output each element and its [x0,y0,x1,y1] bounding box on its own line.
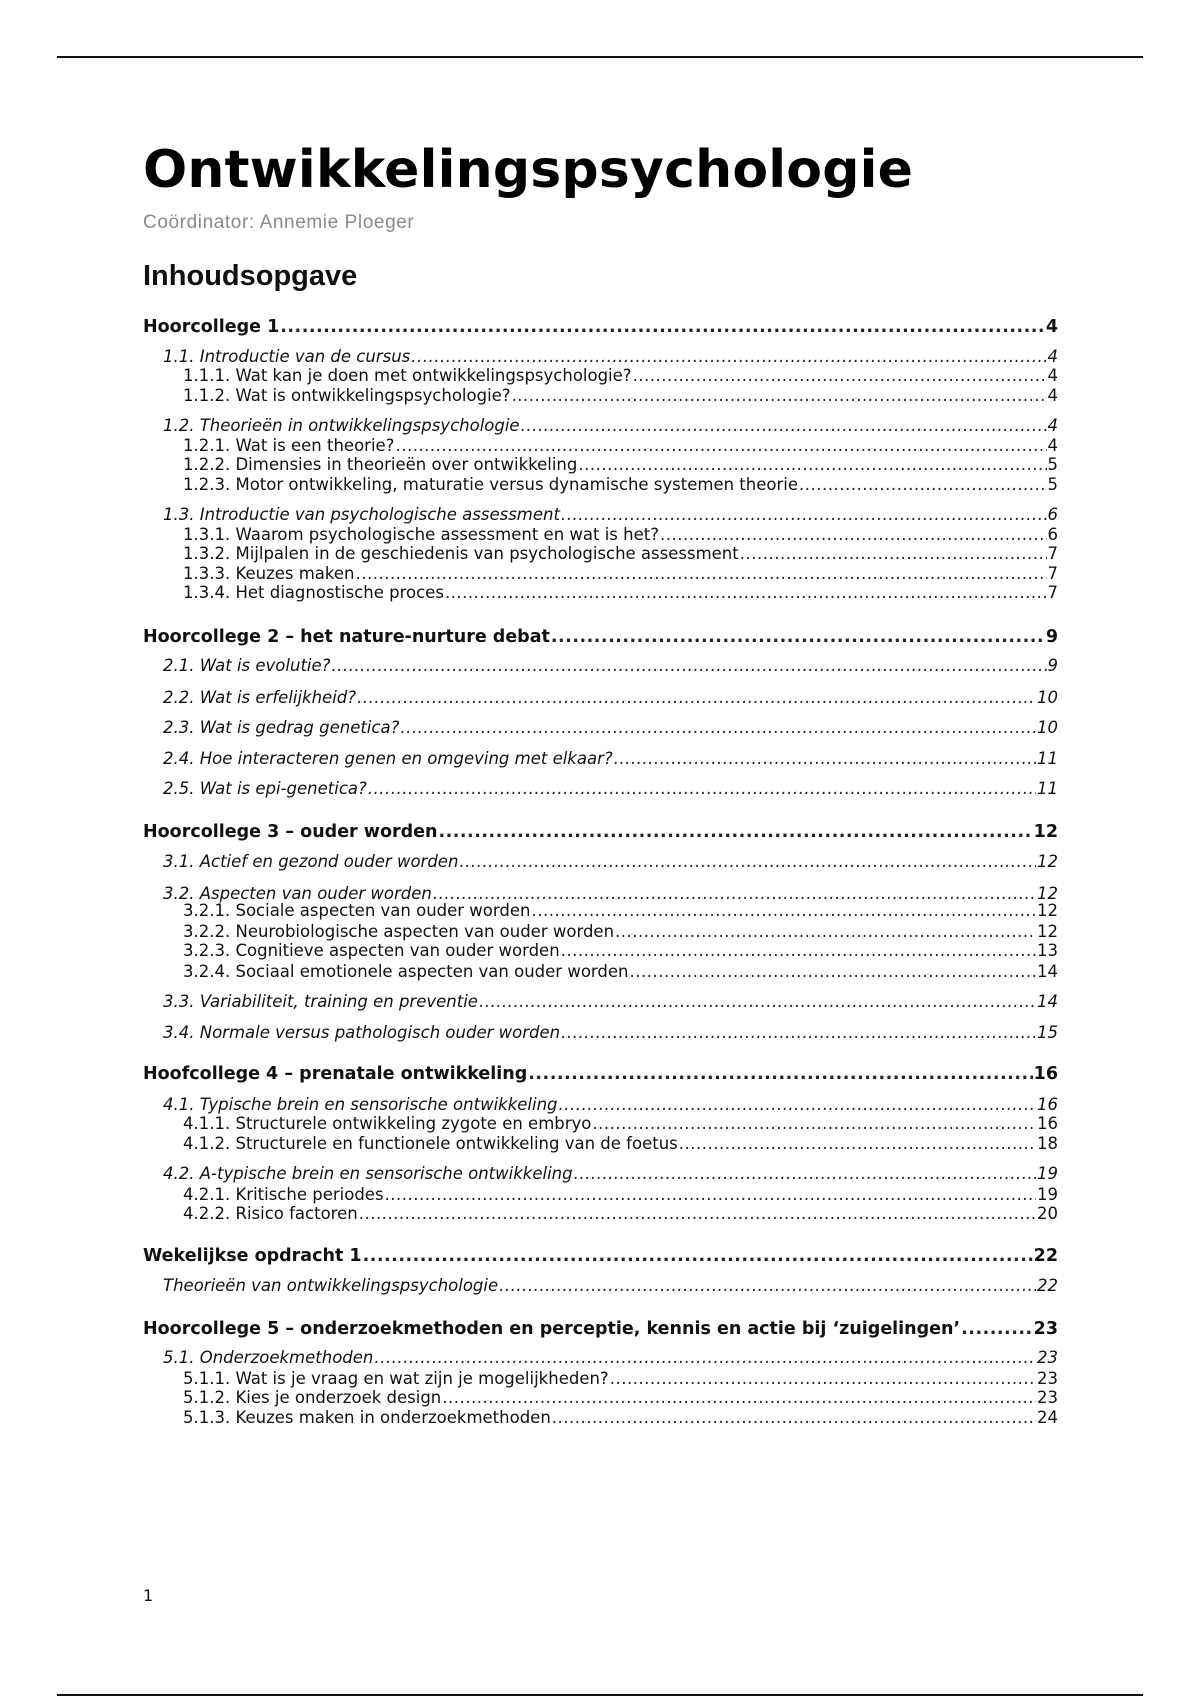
toc-entry-page: 20 [1037,1204,1058,1223]
toc-entry-page: 10 [1037,688,1058,707]
toc-dot-leader [679,1134,1036,1154]
toc-dot-leader [592,1114,1036,1134]
toc-entry-page: 14 [1037,962,1058,981]
toc-entry-page: 12 [1037,922,1058,941]
toc-entry-label: 4.1.1. Structurele ontwikkeling zygote en embryo [183,1114,592,1133]
toc-entry-page: 4 [1047,416,1058,435]
toc-entry-page: 6 [1047,505,1058,524]
toc-subsubsection-entry[interactable] [143,901,1058,921]
toc-entry-label: Wekelijkse opdracht 1 [143,1246,362,1266]
toc-subsection-entry[interactable] [143,656,1058,676]
toc-dot-leader [614,749,1036,769]
document-page [143,140,1058,1497]
toc-entry-label: 3.2.4. Sociaal emotionele aspecten van ouder worden [183,962,629,981]
toc-subsubsection-entry[interactable] [143,386,1058,406]
toc-entry-label: Hoofcollege 4 – prenatale ontwikkeling [143,1064,528,1084]
toc-entry-page: 23 [1037,1388,1058,1407]
toc-dot-leader [438,822,1032,842]
toc-entry-page: 7 [1047,583,1058,602]
toc-entry-page: 4 [1047,386,1058,405]
toc-dot-leader [445,583,1047,603]
toc-section-entry[interactable] [143,1246,1058,1266]
toc-entry-label: 1.2.3. Motor ontwikkeling, maturatie versus dynamische systemen theorie [183,475,798,494]
toc-dot-leader [961,1319,1032,1339]
toc-subsubsection-entry[interactable] [143,1185,1058,1205]
toc-dot-leader [374,1348,1036,1368]
toc-entry-page: 12 [1033,822,1058,842]
toc-entry-page: 16 [1037,1114,1058,1133]
toc-dot-leader [411,347,1046,367]
toc-dot-leader [610,1369,1036,1389]
toc-entry-label: 3.2.2. Neurobiologische aspecten van ouder worden [183,922,615,941]
toc-subsubsection-entry[interactable] [143,1114,1058,1134]
toc-entry-page: 22 [1033,1246,1058,1266]
toc-entry-page: 6 [1047,525,1058,544]
toc-entry-page: 4 [1047,347,1058,366]
toc-entry-label: 2.5. Wat is epi-genetica? [163,779,367,798]
toc-entry-label: 1.3.3. Keuzes maken [183,564,355,583]
toc-entry-label: 1.3.1. Waarom psychologische assessment en wat is het? [183,525,659,544]
toc-entry-page: 12 [1037,901,1058,920]
toc-entry-label: 3.3. Variabiliteit, training en preventie [163,992,478,1011]
toc-subsubsection-entry[interactable] [143,922,1058,942]
toc-dot-leader [574,1164,1036,1184]
toc-entry-label: 1.3. Introductie van psychologische assessment [163,505,560,524]
toc-dot-leader [331,656,1046,676]
toc-entry-page: 11 [1037,779,1058,798]
toc-dot-leader [395,436,1046,456]
toc-dot-leader [799,475,1047,495]
toc-entry-label: Hoorcollege 1 [143,317,280,337]
toc-entry-page: 19 [1037,1164,1058,1183]
page-number: 1 [143,1586,154,1605]
toc-dot-leader [578,455,1046,475]
toc-entry-page: 12 [1037,884,1058,903]
toc-subsubsection-entry[interactable] [143,1134,1058,1154]
toc-entry-page: 4 [1047,436,1058,455]
toc-entry-label: 3.2.3. Cognitieve aspecten van ouder worden [183,941,560,960]
toc-subsection-entry[interactable] [143,688,1058,708]
toc-entry-label: 3.2. Aspecten van ouder worden [163,884,432,903]
toc-entry-page: 10 [1037,718,1058,737]
toc-subsection-entry[interactable] [143,1348,1058,1368]
toc-dot-leader [660,525,1047,545]
toc-entry-label: 5.1.1. Wat is je vraag en wat zijn je mogelijkheden? [183,1369,609,1388]
toc-subsection-entry[interactable] [143,1276,1058,1296]
toc-entry-page: 4 [1045,317,1058,337]
toc-entry-label: 4.1. Typische brein en sensorische ontwikkeling [163,1095,558,1114]
toc-entry-page: 13 [1037,941,1058,960]
toc-dot-leader [561,1023,1036,1043]
toc-dot-leader [615,922,1036,942]
toc-subsubsection-entry[interactable] [143,1204,1058,1224]
toc-subsection-entry[interactable] [143,852,1058,872]
top-rule [57,56,1143,58]
toc-subsection-entry[interactable] [143,1023,1058,1043]
toc-dot-leader [528,1064,1032,1084]
toc-entry-label: 4.1.2. Structurele en functionele ontwikkeling van de foetus [183,1134,678,1153]
toc-subsubsection-entry[interactable] [143,1388,1058,1408]
toc-entry-label: 1.1.1. Wat kan je doen met ontwikkelingspsychologie? [183,366,632,385]
toc-entry-page: 9 [1045,627,1058,647]
table-of-contents [143,317,1058,1497]
toc-entry-label: 1.1. Introductie van de cursus [163,347,411,366]
toc-dot-leader [459,852,1036,872]
toc-section-entry[interactable] [143,627,1058,647]
toc-dot-leader [521,416,1047,436]
toc-dot-leader [740,544,1047,564]
toc-heading: Inhoudsopgave [143,260,358,292]
toc-dot-leader [357,688,1036,708]
toc-subsubsection-entry[interactable] [143,962,1058,982]
toc-entry-label: 3.2.1. Sociale aspecten van ouder worden [183,901,531,920]
toc-entry-page: 24 [1037,1408,1058,1427]
toc-entry-page: 23 [1037,1369,1058,1388]
toc-entry-page: 18 [1037,1134,1058,1153]
toc-subsubsection-entry[interactable] [143,1369,1058,1389]
toc-dot-leader [552,1408,1036,1428]
toc-section-entry[interactable] [143,317,1058,337]
toc-subsection-entry[interactable] [143,416,1058,436]
toc-entry-page: 14 [1037,992,1058,1011]
toc-entry-page: 7 [1047,544,1058,563]
toc-entry-label: 2.3. Wat is gedrag genetica? [163,718,400,737]
toc-subsubsection-entry[interactable] [143,475,1058,495]
toc-entry-page: 22 [1037,1276,1058,1295]
toc-entry-page: 12 [1037,852,1058,871]
toc-subsubsection-entry[interactable] [143,525,1058,545]
toc-dot-leader [559,1095,1036,1115]
toc-entry-page: 11 [1037,749,1058,768]
toc-dot-leader [280,317,1045,337]
toc-entry-label: 1.2.2. Dimensies in theorieën over ontwikkeling [183,455,578,474]
toc-subsubsection-entry[interactable] [143,941,1058,961]
toc-entry-label: 4.2. A-typische brein en sensorische ontwikkeling [163,1164,573,1183]
toc-entry-label: Hoorcollege 2 – het nature-nurture debat [143,627,550,647]
toc-subsection-entry[interactable] [143,1095,1058,1115]
toc-entry-page: 5 [1047,455,1058,474]
toc-subsubsection-entry[interactable] [143,564,1058,584]
document-title: Ontwikkelingspsychologie [143,140,914,200]
toc-subsection-entry[interactable] [143,779,1058,799]
toc-subsubsection-entry[interactable] [143,455,1058,475]
toc-section-entry[interactable] [143,822,1058,842]
toc-entry-page: 19 [1037,1185,1058,1204]
toc-entry-label: 2.1. Wat is evolutie? [163,656,331,675]
toc-dot-leader [368,779,1036,799]
toc-subsection-entry[interactable] [143,505,1058,525]
toc-subsubsection-entry[interactable] [143,583,1058,603]
toc-entry-label: 3.1. Actief en gezond ouder worden [163,852,459,871]
toc-entry-label: 1.2. Theorieën in ontwikkelingspsychologie [163,416,520,435]
toc-subsubsection-entry[interactable] [143,1408,1058,1428]
toc-dot-leader [479,992,1036,1012]
toc-subsection-entry[interactable] [143,347,1058,367]
toc-subsection-entry[interactable] [143,1164,1058,1184]
toc-entry-label: 5.1. Onderzoekmethoden [163,1348,374,1367]
toc-dot-leader [442,1388,1036,1408]
toc-dot-leader [512,386,1047,406]
toc-subsubsection-entry[interactable] [143,436,1058,456]
toc-entry-label: Hoorcollege 5 – onderzoekmethoden en perceptie, kennis en actie bij ‘zuigelingen’ [143,1319,961,1339]
toc-dot-leader [400,718,1036,738]
toc-entry-page: 5 [1047,475,1058,494]
toc-entry-page: 23 [1037,1348,1058,1367]
toc-dot-leader [561,505,1047,525]
toc-entry-label: Hoorcollege 3 – ouder worden [143,822,438,842]
toc-entry-label: 1.3.2. Mijlpalen in de geschiedenis van psychologische assessment [183,544,739,563]
toc-section-entry[interactable] [143,1064,1058,1084]
toc-entry-label: 1.3.4. Het diagnostische proces [183,583,444,602]
toc-entry-label: 5.1.2. Kies je onderzoek design [183,1388,442,1407]
toc-entry-label: 2.2. Wat is erfelijkheid? [163,688,357,707]
toc-entry-label: 1.1.2. Wat is ontwikkelingspsychologie? [183,386,511,405]
toc-entry-label: 2.4. Hoe interacteren genen en omgeving met elkaar? [163,749,613,768]
toc-entry-page: 16 [1037,1095,1058,1114]
toc-dot-leader [363,1246,1033,1266]
toc-dot-leader [356,564,1047,584]
toc-entry-page: 23 [1033,1319,1058,1339]
toc-entry-label: 4.2.2. Risico factoren [183,1204,358,1223]
toc-subsection-entry[interactable] [143,992,1058,1012]
toc-entry-page: 7 [1047,564,1058,583]
toc-subsubsection-entry[interactable] [143,366,1058,386]
toc-dot-leader [531,901,1036,921]
toc-subsection-entry[interactable] [143,718,1058,738]
toc-entry-label: 3.4. Normale versus pathologisch ouder worden [163,1023,561,1042]
toc-entry-label: 4.2.1. Kritische periodes [183,1185,384,1204]
toc-dot-leader [359,1204,1036,1224]
toc-dot-leader [629,962,1036,982]
toc-entry-page: 16 [1033,1064,1058,1084]
toc-entry-label: 1.2.1. Wat is een theorie? [183,436,395,455]
toc-entry-label: 5.1.3. Keuzes maken in onderzoekmethoden [183,1408,551,1427]
toc-subsubsection-entry[interactable] [143,544,1058,564]
toc-entry-label: Theorieën van ontwikkelingspsychologie [163,1276,499,1295]
toc-dot-leader [633,366,1047,386]
toc-dot-leader [551,627,1045,647]
toc-section-entry[interactable] [143,1319,1058,1339]
toc-dot-leader [499,1276,1036,1296]
toc-entry-page: 4 [1047,366,1058,385]
bottom-rule [57,1694,1143,1696]
toc-dot-leader [561,941,1036,961]
toc-subsection-entry[interactable] [143,749,1058,769]
toc-dot-leader [385,1185,1036,1205]
coordinator-subtitle: Coördinator: Annemie Ploeger [143,212,415,233]
toc-entry-page: 9 [1047,656,1058,675]
toc-entry-page: 15 [1037,1023,1058,1042]
